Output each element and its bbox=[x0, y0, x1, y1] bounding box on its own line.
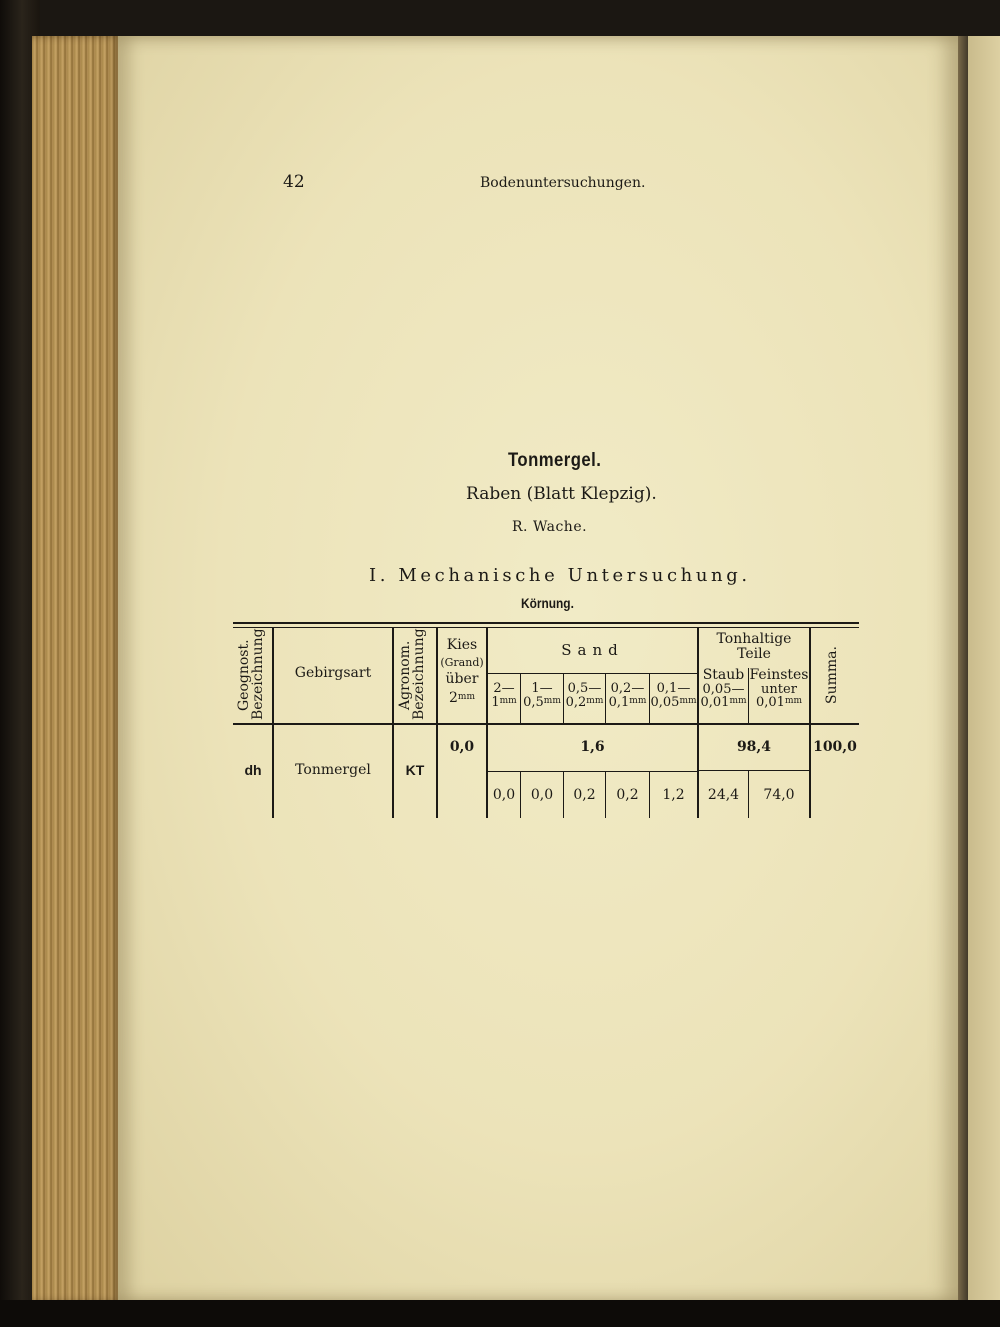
header-kies bbox=[438, 638, 486, 706]
header-feinstes bbox=[749, 668, 809, 710]
ton-values-rule bbox=[698, 770, 810, 771]
page-number: 42 bbox=[283, 172, 305, 192]
header-geognost-line1: Geognost. bbox=[236, 639, 252, 711]
header-geognost bbox=[237, 630, 267, 720]
header-sand-range-4 bbox=[606, 682, 649, 709]
cell-gebirgsart: Tonmergel bbox=[295, 762, 371, 778]
header-sand: Sand bbox=[561, 641, 624, 659]
unit-mm: mm bbox=[784, 696, 803, 707]
sand-range-5-to: 0,05 bbox=[650, 694, 680, 710]
header-sand-range-2 bbox=[521, 682, 563, 709]
header-feinstes-line3: 0,01 bbox=[755, 695, 785, 711]
header-kies-line2: (Grand) bbox=[440, 655, 484, 669]
cell-sand-3: 0,2 bbox=[573, 787, 596, 803]
page-stack-edges bbox=[32, 36, 122, 1302]
unit-mm: mm bbox=[679, 695, 697, 706]
header-sand-range-1 bbox=[488, 682, 520, 709]
unit-mm: mm bbox=[543, 695, 561, 706]
header-sand-range-3 bbox=[564, 682, 605, 709]
col-rule-1 bbox=[272, 628, 274, 818]
header-bottom-rule bbox=[233, 723, 859, 725]
table-top-rule-2 bbox=[233, 627, 859, 628]
cell-geognost: dh bbox=[244, 762, 262, 778]
author-line: R. Wache. bbox=[512, 519, 588, 535]
sand-range-1-to: 1 bbox=[491, 694, 500, 710]
section-heading: I. Mechanische Untersuchung. bbox=[369, 565, 751, 586]
header-agronom-line2: Bezeichnung bbox=[411, 628, 427, 720]
cell-feinstes: 74,0 bbox=[763, 787, 795, 803]
table-subheading: Körnung. bbox=[521, 595, 574, 611]
cell-sand-total: 1,6 bbox=[580, 739, 605, 755]
header-agronom bbox=[398, 630, 430, 720]
unit-mm: mm bbox=[499, 695, 517, 706]
sand-range-1-from: 2— bbox=[493, 681, 515, 696]
cell-staub: 24,4 bbox=[707, 787, 740, 803]
unit-mm: mm bbox=[629, 695, 647, 706]
sand-range-2-to: 0,5 bbox=[523, 694, 544, 710]
header-staub-line1: Staub bbox=[702, 667, 745, 683]
cell-ton-total: 98,4 bbox=[736, 739, 772, 755]
document-title: Tonmergel. bbox=[508, 450, 602, 471]
locality-line: Raben (Blatt Klepzig). bbox=[466, 484, 657, 504]
header-staub bbox=[699, 668, 748, 710]
sand-range-2-from: 1— bbox=[531, 681, 553, 696]
background-bottom bbox=[0, 1300, 1000, 1327]
header-kies-line4 bbox=[438, 691, 486, 706]
header-tonhaltige-line1: Tonhaltige bbox=[716, 631, 792, 647]
cell-sand-1: 0,0 bbox=[492, 787, 516, 803]
header-agronom-line1: Agronom. bbox=[397, 640, 413, 710]
header-kies-size: 2 bbox=[449, 689, 458, 706]
header-feinstes-line2: unter bbox=[761, 681, 797, 697]
header-summa: Summa. bbox=[824, 646, 840, 704]
unit-mm: mm bbox=[457, 691, 475, 702]
header-staub-line3: 0,01 bbox=[700, 695, 730, 711]
header-sand-range-5 bbox=[650, 682, 697, 709]
unit-mm: mm bbox=[586, 695, 604, 706]
cell-kies: 0,0 bbox=[449, 739, 475, 755]
sand-subheader-rule bbox=[487, 673, 698, 674]
col-rule-6 bbox=[809, 628, 811, 818]
header-kies-line3: über bbox=[445, 671, 479, 688]
sand-range-4-from: 0,2— bbox=[610, 681, 645, 696]
sand-range-3-from: 0,5— bbox=[567, 681, 602, 696]
header-feinstes-line1: Feinstes bbox=[749, 667, 809, 683]
cell-sand-5: 1,2 bbox=[662, 787, 685, 803]
header-staub-line2: 0,05— bbox=[702, 681, 745, 697]
header-geognost-line2: Bezeichnung bbox=[250, 628, 266, 720]
header-kies-line1: Kies bbox=[446, 637, 478, 653]
sand-range-4-to: 0,1 bbox=[608, 694, 630, 710]
cell-sand-4: 0,2 bbox=[616, 787, 639, 803]
cell-summa: 100,0 bbox=[813, 739, 857, 755]
header-tonhaltige-line2: Teile bbox=[737, 645, 771, 662]
sand-range-3-to: 0,2 bbox=[565, 694, 587, 710]
cell-sand-2: 0,0 bbox=[530, 787, 554, 803]
facing-page-edge bbox=[968, 36, 1000, 1302]
sand-range-5-from: 0,1— bbox=[656, 681, 691, 696]
unit-mm: mm bbox=[729, 696, 747, 707]
header-tonhaltige bbox=[699, 632, 809, 661]
header-gebirgsart: Gebirgsart bbox=[294, 665, 372, 681]
running-head: Bodenuntersuchungen. bbox=[480, 175, 646, 191]
sand-values-rule bbox=[487, 771, 698, 772]
cell-agronom: KT bbox=[405, 762, 425, 778]
table-top-rule bbox=[233, 622, 859, 624]
col-rule-2 bbox=[392, 628, 394, 818]
